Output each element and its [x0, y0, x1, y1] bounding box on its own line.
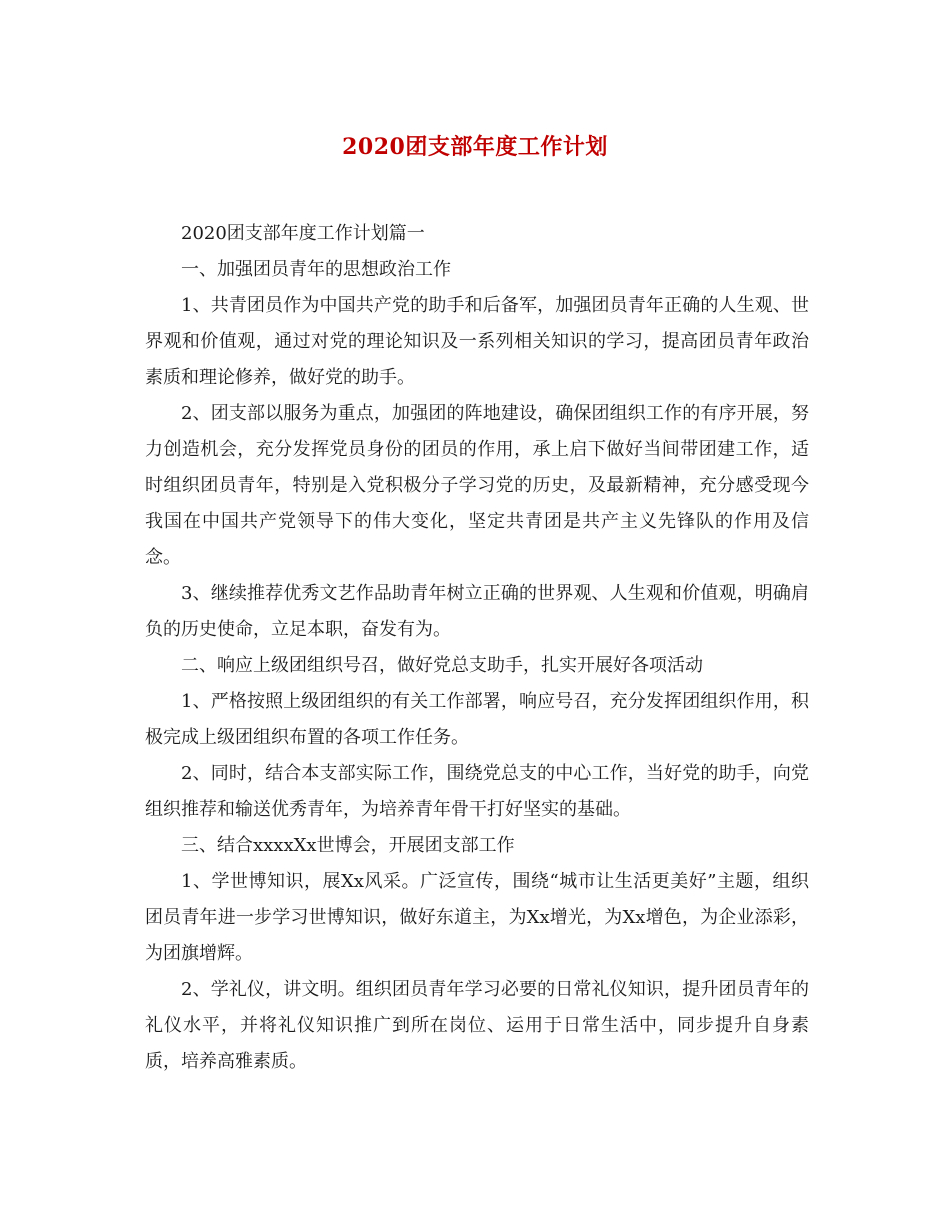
paragraph: 1、共青团员作为中国共产党的助手和后备军，加强团员青年正确的人生观、世界观和价值观，通过对党的理论知识及一系列相关知识的学习，提高团员青年政治素质和理论修养，做好党的助手。	[145, 295, 809, 388]
section-heading: 2020团支部年度工作计划篇一	[181, 223, 425, 244]
paragraph: 3、继续推荐优秀文艺作品助青年树立正确的世界观、人生观和价值观，明确肩负的历史使命，立足本职，奋发有为。	[145, 583, 809, 640]
paragraph: 2、学礼仪，讲文明。组织团员青年学习必要的日常礼仪知识，提升团员青年的礼仪水平，并将礼仪知识推广到所在岗位、运用于日常生活中，同步提升自身素质，培养高雅素质。	[145, 979, 809, 1072]
heading-two: 二、响应上级团组织号召，做好党总支助手，扎实开展好各项活动	[181, 655, 703, 676]
document-title: 2020团支部年度工作计划	[342, 134, 608, 160]
document-body	[145, 216, 809, 1080]
paragraph: 2、同时，结合本支部实际工作，围绕党总支的中心工作，当好党的助手，向党组织推荐和输送优秀青年，为培养青年骨干打好坚实的基础。	[145, 763, 809, 820]
heading-one: 一、加强团员青年的思想政治工作	[181, 259, 451, 280]
paragraph: 2、团支部以服务为重点，加强团的阵地建设，确保团组织工作的有序开展，努力创造机会，充分发挥党员身份的团员的作用，承上启下做好当间带团建工作，适时组织团员青年，特别是入党积极分子学习党的历史，及最新精神，充分感受现今我国在中国共产党领导下的伟大变化，坚定共青团是共产主义先锋队的作用及信念。	[145, 403, 809, 568]
paragraph: 1、严格按照上级团组织的有关工作部署，响应号召，充分发挥团组织作用，积极完成上级团组织布置的各项工作任务。	[145, 691, 809, 748]
paragraph: 1、学世博知识，展Xx风采。广泛宣传，围绕“城市让生活更美好”主题，组织团员青年进一步学习世博知识，做好东道主，为Xx增光，为Xx增色，为企业添彩，为团旗增辉。	[145, 871, 809, 964]
heading-three: 三、结合xxxxXx世博会，开展团支部工作	[181, 835, 515, 856]
